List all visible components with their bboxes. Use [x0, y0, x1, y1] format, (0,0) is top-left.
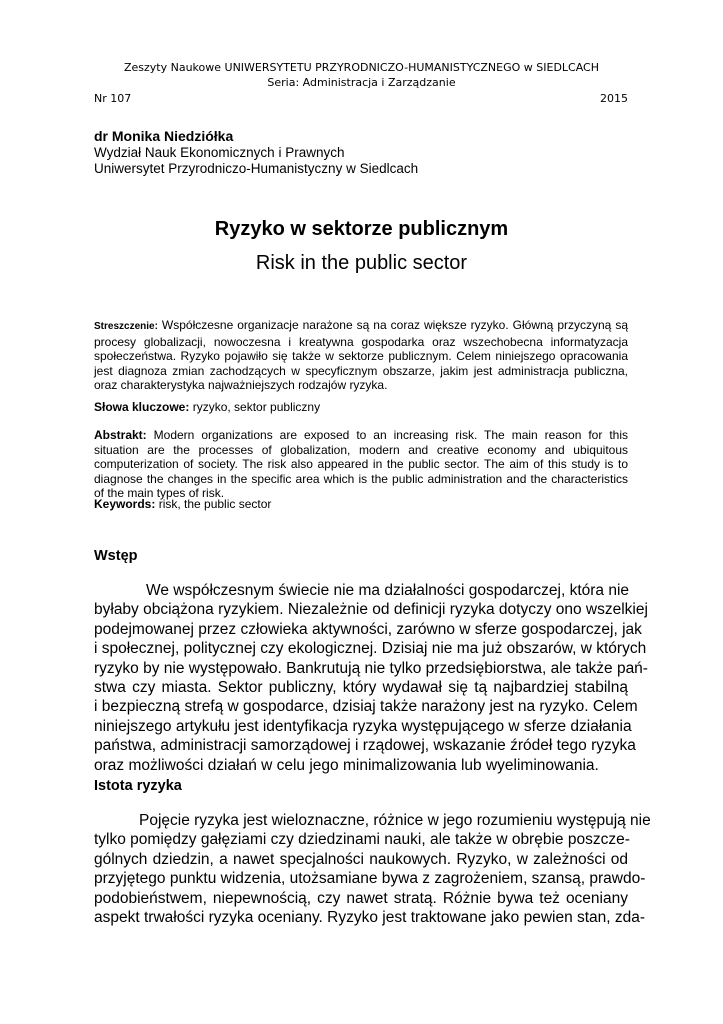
text-line: niniejszego artykułu jest identyfikacja ryzyka występującego w sferze działania — [94, 717, 632, 735]
keywords-text: risk, the public sector — [155, 497, 272, 511]
abstrakt-text: Modern organizations are exposed to an increasing risk. The main reason for this situation are the processes of globalization, modern and creative economy and ubiquitous computerization of society. The risk also appeared in the public sector. The aim of this study is to diagnose the changes in the specific area which is the public administration and the characteristics of the main types of risk. — [94, 428, 628, 501]
title-english: Risk in the public sector — [255, 252, 468, 274]
text-line: Pojęcie ryzyka jest wieloznaczne, różnice w jego rozumieniu występują nie — [139, 812, 651, 829]
section-body-wstep — [94, 581, 648, 775]
text-line: oraz możliwości działań w celu jego minimalizowania lub wyeliminowania. — [94, 756, 599, 774]
text-line: podejmowanej przez człowieka aktywności, zarówno w sferze gospodarczej, jak — [94, 620, 642, 638]
slowa-kluczowe-paragraph — [94, 400, 628, 415]
keywords-paragraph — [94, 497, 628, 512]
streszczenie-text: Współczesne organizacje narażone są na coraz większe ryzyko. Główną przyczyną są procesy globalizacji, nowoczesna i kreatywna gospodarka oraz wszechobecna informatyzacja społeczeństwa. Ryzyko pojawiło się także w sektorze publicznym. Celem niniejszego opracowania jest diagnoza zmian zachodzących w specyficznym obszarze, jakim jest administracja publiczna, oraz charakterystyka najważniejszych rodzajów ryzyka. — [94, 318, 628, 393]
abstrakt-paragraph — [94, 428, 628, 501]
journal-number: Nr 107 — [94, 92, 132, 105]
author-faculty: Wydział Nauk Ekonomicznych i Prawnych — [94, 145, 345, 160]
author-block — [94, 128, 628, 177]
text-line: podobieństwem, niepewnością, czy nawet stratą. Różnie bywa też oceniany — [94, 889, 628, 907]
streszczenie-label: Streszczenie: — [94, 321, 158, 332]
text-line: przyjętego punktu widzenia, utożsamiane bywa z zagrożeniem, szansą, prawdo- — [94, 870, 646, 888]
journal-title: Zeszyty Naukowe UNIWERSYTETU PRZYRODNICZO-HUMANISTYCZNEGO w SIEDLCACH — [123, 61, 600, 74]
text-line: państwa, administracji samorządowej i rządowej, wskazanie źródeł tego ryzyka — [94, 737, 636, 755]
author-name: dr Monika Niedziółka — [94, 128, 234, 144]
text-line: i bezpieczną strefą w gospodarce, dzisiaj także narażony jest na ryzyko. Celem — [94, 698, 638, 716]
journal-series: Seria: Administracja i Zarządzanie — [267, 76, 456, 89]
text-line: We współczesnym świecie nie ma działalności gospodarczej, która nie — [146, 582, 630, 599]
text-line: aspekt trwałości ryzyka oceniany. Ryzyko jest traktowane jako pewien stan, zda- — [94, 909, 646, 927]
text-line: tylko pomiędzy gałęziami czy dziedzinami nauki, ale także w obrębie poszcze- — [94, 831, 630, 849]
title-polish: Ryzyko w sektorze publicznym — [214, 218, 509, 240]
text-line: ryzyko by nie występowało. Bankrutują nie tylko przedsiębiorstwa, ale także pań- — [94, 659, 648, 677]
journal-meta — [94, 92, 628, 105]
section-body-istota-ryzyka — [94, 811, 651, 927]
journal-header — [0, 60, 723, 90]
text-line: i społecznej, politycznej czy ekologicznej. Dzisiaj nie ma już obszarów, w których — [94, 640, 647, 658]
section-heading-wstep: Wstęp — [94, 548, 138, 564]
text-line: stwa czy miasta. Sektor publiczny, który wydawał się tą najbardziej stabilną — [94, 679, 628, 697]
abstrakt-label: Abstrakt: — [94, 428, 147, 442]
author-university: Uniwersytet Przyrodniczo-Humanistyczny w Siedlcach — [94, 161, 419, 176]
section-heading-istota-ryzyka: Istota ryzyka — [94, 778, 182, 794]
text-line: gólnych dziedzin, a nawet specjalności naukowych. Ryzyko, w zależności od — [94, 850, 628, 868]
text-line: byłaby obciążona ryzykiem. Niezależnie od definicji ryzyka dotyczy ono wszelkiej — [94, 601, 648, 619]
slowa-kluczowe-text: ryzyko, sektor publiczny — [189, 400, 321, 414]
keywords-label: Keywords: — [94, 497, 156, 511]
streszczenie-paragraph — [94, 318, 628, 393]
journal-year: 2015 — [600, 92, 628, 105]
slowa-kluczowe-label: Słowa kluczowe: — [94, 400, 190, 414]
